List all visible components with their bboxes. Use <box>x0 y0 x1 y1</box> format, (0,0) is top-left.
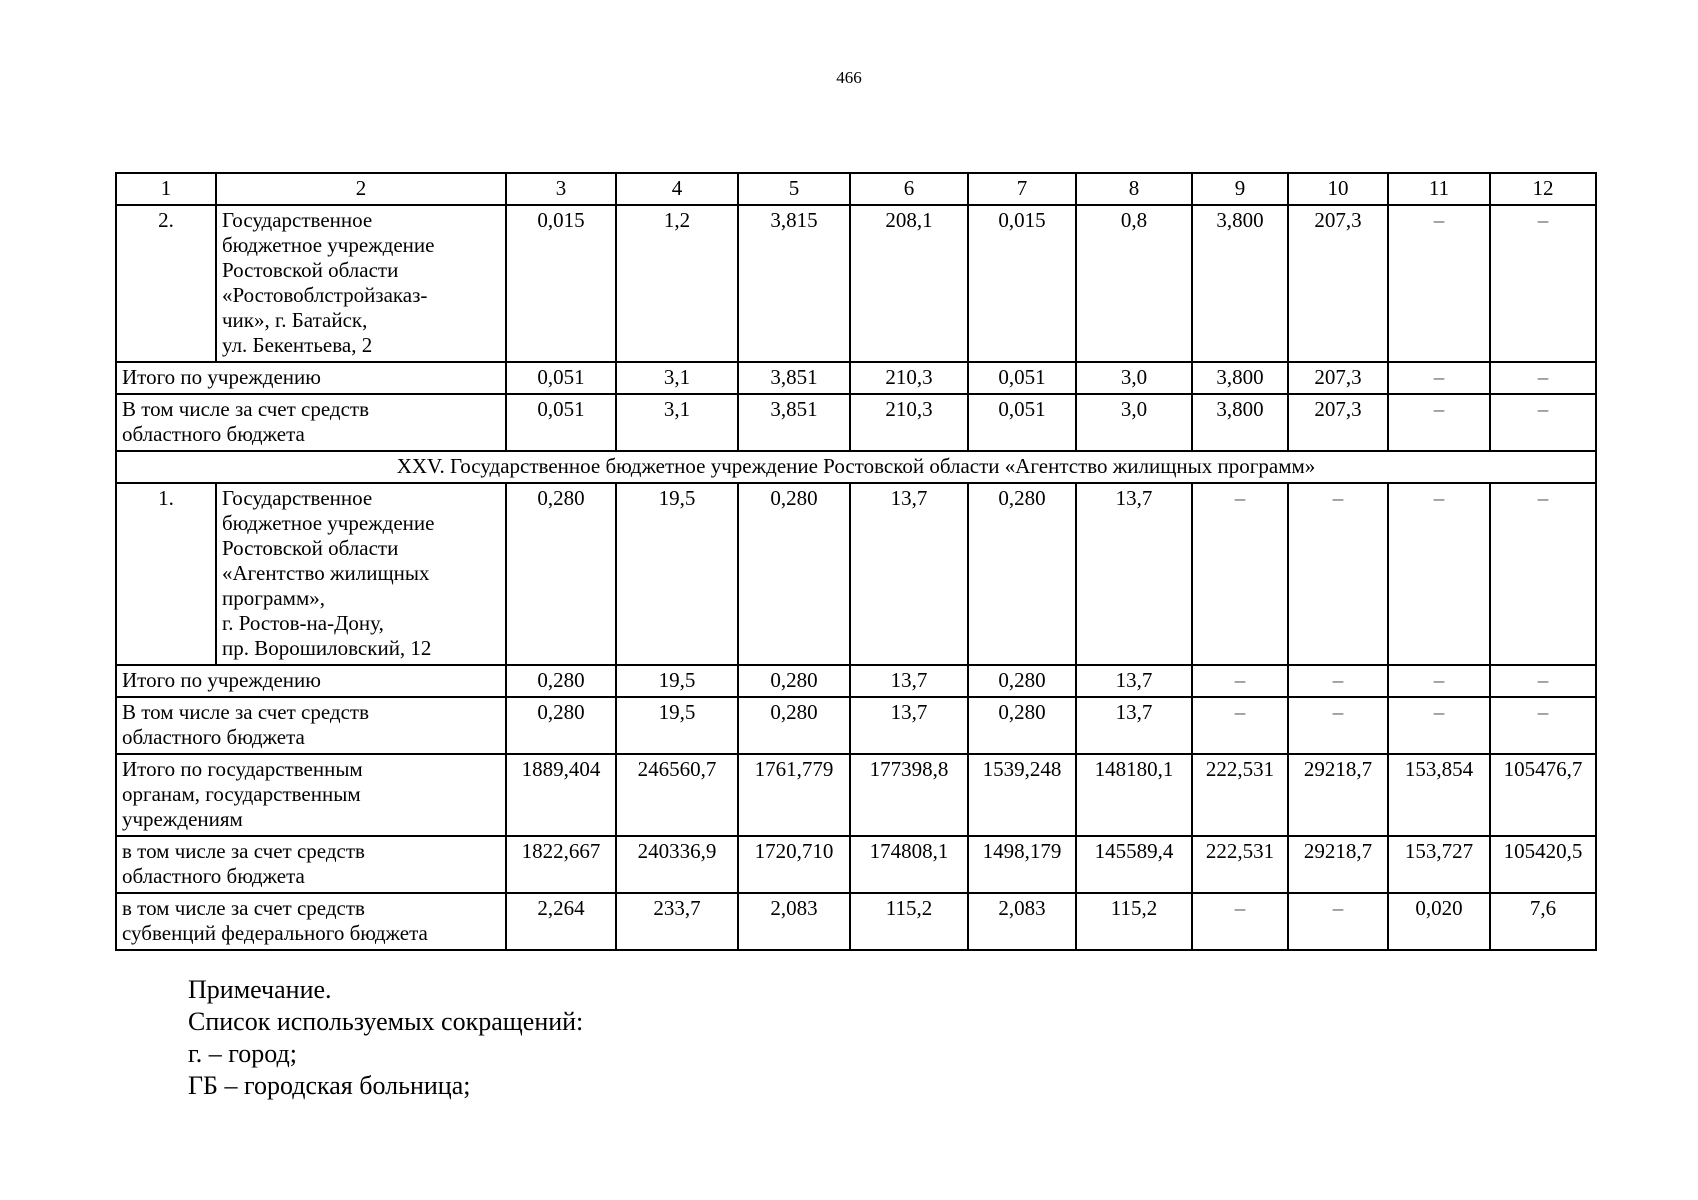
cell-line: областного бюджета <box>122 422 305 446</box>
note-line: ГБ – городская больница; <box>188 1071 471 1100</box>
cell-line: пр. Ворошиловский, 12 <box>222 636 432 660</box>
value-cell: 148180,1 <box>1076 754 1192 836</box>
total-row <box>116 665 1596 697</box>
cell-line: учреждениям <box>122 807 243 831</box>
total-label <box>116 754 506 836</box>
value-cell: 153,727 <box>1388 836 1490 893</box>
value-cell: 0,051 <box>506 394 616 451</box>
value-cell: 1498,179 <box>968 836 1076 893</box>
value-cell: 2,083 <box>738 893 850 950</box>
total-row <box>116 697 1596 754</box>
cell-line: «Агентство жилищных <box>222 561 430 585</box>
column-number: 1 <box>116 173 216 205</box>
value-cell: 1761,779 <box>738 754 850 836</box>
total-label <box>116 893 506 950</box>
value-cell: – <box>1388 697 1490 754</box>
cell-line: Ростовской области <box>222 258 399 282</box>
cell-line: Государственное <box>222 208 373 232</box>
value-cell: 0,051 <box>506 362 616 394</box>
notes <box>188 974 583 1102</box>
total-label <box>116 697 506 754</box>
value-cell: 7,6 <box>1490 893 1596 950</box>
value-cell: 13,7 <box>850 697 968 754</box>
cell-line: В том числе за счет средств <box>122 397 370 421</box>
value-cell: 2,264 <box>506 893 616 950</box>
value-cell: 207,3 <box>1288 362 1388 394</box>
cell-line: бюджетное учреждение <box>222 511 435 535</box>
value-cell: – <box>1192 893 1288 950</box>
value-cell: 0,280 <box>738 697 850 754</box>
value-cell: 0,051 <box>968 362 1076 394</box>
total-label <box>116 362 506 394</box>
total-row <box>116 362 1596 394</box>
header-row <box>116 173 1596 205</box>
column-number: 9 <box>1192 173 1288 205</box>
value-cell: – <box>1388 665 1490 697</box>
value-cell: 19,5 <box>616 665 738 697</box>
value-cell: 0,280 <box>968 697 1076 754</box>
total-label <box>116 836 506 893</box>
cell-line: областного бюджета <box>122 725 305 749</box>
value-cell: 115,2 <box>850 893 968 950</box>
column-number: 4 <box>616 173 738 205</box>
value-cell: – <box>1490 362 1596 394</box>
value-cell: 3,851 <box>738 394 850 451</box>
value-cell: 29218,7 <box>1288 836 1388 893</box>
section-heading-row <box>116 451 1596 483</box>
column-number: 2 <box>216 173 506 205</box>
total-label <box>116 394 506 451</box>
value-cell: 210,3 <box>850 394 968 451</box>
value-cell: – <box>1288 697 1388 754</box>
total-label <box>116 665 506 697</box>
column-number: 3 <box>506 173 616 205</box>
cell-line: ул. Бекентьева, 2 <box>222 333 373 357</box>
value-cell: 1539,248 <box>968 754 1076 836</box>
cell-line: программ», <box>222 586 326 610</box>
column-number: 11 <box>1388 173 1490 205</box>
value-cell: 0,8 <box>1076 205 1192 362</box>
value-cell: 13,7 <box>1076 665 1192 697</box>
column-number: 12 <box>1490 173 1596 205</box>
budget-table <box>115 172 1597 951</box>
value-cell: 0,280 <box>968 665 1076 697</box>
value-cell: 240336,9 <box>616 836 738 893</box>
value-cell: 13,7 <box>1076 697 1192 754</box>
cell-line: Ростовской области <box>222 536 399 560</box>
page-number: 466 <box>836 68 862 87</box>
value-cell: 3,800 <box>1192 362 1288 394</box>
value-cell: – <box>1490 205 1596 362</box>
value-cell: 0,280 <box>506 483 616 665</box>
note-line: Примечание. <box>188 975 332 1004</box>
cell-line: органам, государственным <box>122 782 361 806</box>
value-cell: 233,7 <box>616 893 738 950</box>
institution-row <box>116 483 1596 665</box>
value-cell: 115,2 <box>1076 893 1192 950</box>
column-number: 5 <box>738 173 850 205</box>
value-cell: 3,1 <box>616 394 738 451</box>
cell-line: Итого по учреждению <box>122 668 321 692</box>
cell-line: областного бюджета <box>122 864 305 888</box>
value-cell: 210,3 <box>850 362 968 394</box>
cell-line: Итого по государственным <box>122 757 363 781</box>
value-cell: – <box>1490 697 1596 754</box>
value-cell: 13,7 <box>850 483 968 665</box>
value-cell: 0,051 <box>968 394 1076 451</box>
cell-line: в том числе за счет средств <box>122 839 365 863</box>
cell-line: «Ростовоблстройзаказ- <box>222 283 428 307</box>
value-cell: 13,7 <box>850 665 968 697</box>
institution-name <box>216 483 506 665</box>
total-row <box>116 893 1596 950</box>
note-line: Список используемых сокращений: <box>188 1007 584 1036</box>
value-cell: – <box>1490 665 1596 697</box>
total-row <box>116 836 1596 893</box>
value-cell: 3,800 <box>1192 394 1288 451</box>
cell-line: Итого по учреждению <box>122 365 321 389</box>
value-cell: – <box>1192 697 1288 754</box>
value-cell: 177398,8 <box>850 754 968 836</box>
value-cell: 0,280 <box>506 697 616 754</box>
value-cell: 0,020 <box>1388 893 1490 950</box>
value-cell: 3,851 <box>738 362 850 394</box>
value-cell: 3,1 <box>616 362 738 394</box>
cell-line: чик», г. Батайск, <box>222 308 368 332</box>
value-cell: 0,015 <box>968 205 1076 362</box>
value-cell: – <box>1490 483 1596 665</box>
value-cell: – <box>1388 483 1490 665</box>
value-cell: 174808,1 <box>850 836 968 893</box>
column-number: 6 <box>850 173 968 205</box>
value-cell: 222,531 <box>1192 754 1288 836</box>
value-cell: 1720,710 <box>738 836 850 893</box>
cell-line: в том числе за счет средств <box>122 896 365 920</box>
cell-line: Государственное <box>222 486 373 510</box>
column-number: 7 <box>968 173 1076 205</box>
value-cell: – <box>1388 205 1490 362</box>
value-cell: 29218,7 <box>1288 754 1388 836</box>
value-cell: – <box>1388 362 1490 394</box>
cell-line: субвенций федерального бюджета <box>122 921 428 945</box>
value-cell: – <box>1288 665 1388 697</box>
institution-row <box>116 205 1596 362</box>
note-line: г. – город; <box>188 1039 297 1068</box>
value-cell: – <box>1192 665 1288 697</box>
value-cell: 3,800 <box>1192 205 1288 362</box>
value-cell: 1889,404 <box>506 754 616 836</box>
cell-line: бюджетное учреждение <box>222 233 435 257</box>
value-cell: – <box>1490 394 1596 451</box>
cell-line: В том числе за счет средств <box>122 700 370 724</box>
value-cell: 222,531 <box>1192 836 1288 893</box>
value-cell: 19,5 <box>616 483 738 665</box>
value-cell: 0,015 <box>506 205 616 362</box>
value-cell: 145589,4 <box>1076 836 1192 893</box>
value-cell: 207,3 <box>1288 205 1388 362</box>
value-cell: 105420,5 <box>1490 836 1596 893</box>
cell-line: г. Ростов-на-Дону, <box>222 611 384 635</box>
value-cell: – <box>1288 483 1388 665</box>
value-cell: 1822,667 <box>506 836 616 893</box>
value-cell: 2,083 <box>968 893 1076 950</box>
value-cell: 246560,7 <box>616 754 738 836</box>
value-cell: 13,7 <box>1076 483 1192 665</box>
institution-name <box>216 205 506 362</box>
value-cell: 0,280 <box>738 483 850 665</box>
value-cell: 0,280 <box>738 665 850 697</box>
value-cell: 19,5 <box>616 697 738 754</box>
value-cell: 3,0 <box>1076 394 1192 451</box>
row-number: 2. <box>116 205 216 362</box>
section-heading: XXV. Государственное бюджетное учреждение Ростовской области «Агентство жилищных программ» <box>116 451 1596 483</box>
value-cell: 3,815 <box>738 205 850 362</box>
total-row <box>116 394 1596 451</box>
value-cell: 153,854 <box>1388 754 1490 836</box>
row-number: 1. <box>116 483 216 665</box>
value-cell: 0,280 <box>506 665 616 697</box>
total-row <box>116 754 1596 836</box>
value-cell: – <box>1192 483 1288 665</box>
value-cell: 3,0 <box>1076 362 1192 394</box>
value-cell: 207,3 <box>1288 394 1388 451</box>
value-cell: 105476,7 <box>1490 754 1596 836</box>
value-cell: 1,2 <box>616 205 738 362</box>
value-cell: – <box>1288 893 1388 950</box>
column-number: 8 <box>1076 173 1192 205</box>
value-cell: – <box>1388 394 1490 451</box>
column-number: 10 <box>1288 173 1388 205</box>
value-cell: 208,1 <box>850 205 968 362</box>
value-cell: 0,280 <box>968 483 1076 665</box>
